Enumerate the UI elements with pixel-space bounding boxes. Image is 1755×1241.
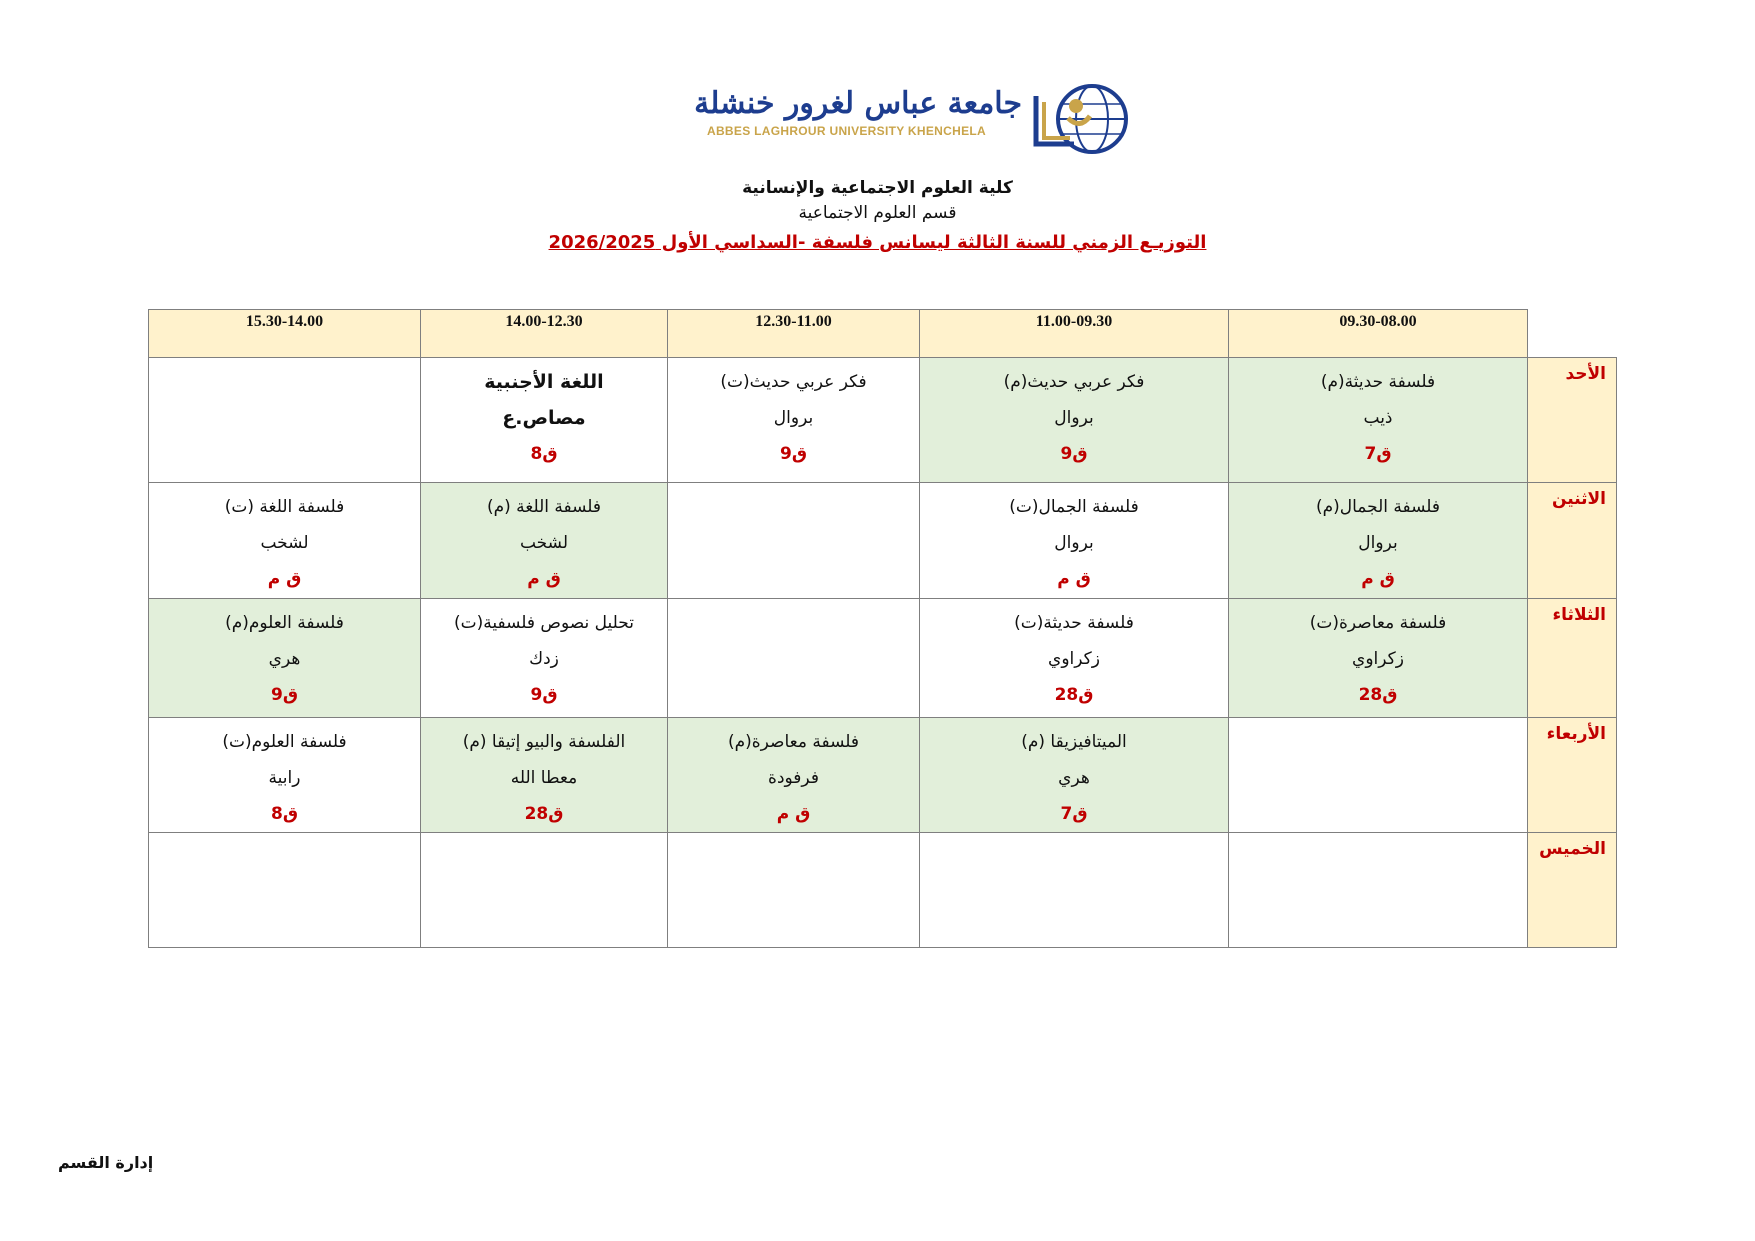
teacher-name: ذيب [1363, 408, 1393, 428]
globe-emblem-icon [1030, 82, 1130, 156]
teacher-name [421, 875, 667, 911]
teacher-name [668, 641, 919, 677]
course-name: تحليل نصوص فلسفية(ت) [454, 613, 634, 633]
session-cell [149, 599, 421, 718]
room-label: ق م [1361, 569, 1395, 589]
schedule-title [0, 232, 1755, 253]
course-name [1229, 839, 1527, 875]
course-name [668, 605, 919, 641]
teacher-name: معطا الله [510, 768, 578, 788]
session-cell [1229, 358, 1528, 483]
timeslot-header-row [149, 310, 1617, 358]
teacher-name: زدك [529, 649, 559, 669]
teacher-name [149, 875, 420, 911]
timeslot-header: 09.30-08.00 [1229, 310, 1528, 358]
teacher-name: بروال [1054, 533, 1094, 553]
session-cell [668, 718, 920, 833]
course-name: الميتافيزيقا (م) [1021, 732, 1127, 752]
day-label: الخميس [1528, 833, 1617, 948]
session-cell [1229, 718, 1528, 833]
session-cell [421, 833, 668, 948]
course-name [421, 839, 667, 875]
logo-name-english: ABBES LAGHROUR UNIVERSITY KHENCHELA [707, 124, 986, 138]
course-name: فلسفة الجمال(ت) [1009, 497, 1139, 517]
room-label: ق28 [1054, 685, 1094, 705]
teacher-name: هري [268, 649, 301, 669]
day-row [149, 833, 1617, 948]
session-cell [149, 833, 421, 948]
faculty-name: كلية العلوم الاجتماعية والإنسانية [742, 178, 1013, 198]
course-name: فلسفة الجمال(م) [1315, 497, 1441, 517]
teacher-name [149, 400, 420, 436]
teacher-name: مصاص.ع [502, 407, 586, 429]
course-name: فكر عربي حديث(م) [1003, 372, 1145, 392]
timeslot-header: 11.00-09.30 [920, 310, 1229, 358]
teacher-name [668, 875, 919, 911]
room-label: ق م [1057, 569, 1091, 589]
room-label: ق م [267, 569, 302, 589]
room-label: ق9 [270, 685, 299, 705]
course-name: فلسفة حديثة(م) [1320, 372, 1436, 392]
room-label [920, 911, 1228, 947]
teacher-name: زكراوي [1048, 649, 1100, 669]
room-label: ق28 [1358, 685, 1398, 705]
session-cell [668, 833, 920, 948]
day-label: الأربعاء [1528, 718, 1617, 833]
room-label [421, 911, 667, 947]
timeslot-header: 15.30-14.00 [149, 310, 421, 358]
day-label: الأحد [1528, 358, 1617, 483]
timeslot-header: 14.00-12.30 [421, 310, 668, 358]
session-cell [668, 358, 920, 483]
course-name: فلسفة اللغة (ت) [224, 497, 345, 517]
room-label: ق9 [779, 444, 808, 464]
room-label: ق8 [270, 804, 299, 824]
logo-name-arabic: جامعة عباس لغرور خنشلة [694, 86, 1022, 121]
day-row [149, 718, 1617, 833]
room-label: ق9 [530, 685, 558, 705]
footer-signature: إدارة القسم [58, 1153, 154, 1172]
session-cell [421, 599, 668, 718]
teacher-name: رابية [268, 768, 301, 788]
department-name: قسم العلوم الاجتماعية [798, 203, 957, 223]
university-logo [694, 82, 1140, 156]
session-cell [149, 483, 421, 599]
day-row [149, 599, 1617, 718]
teacher-name: فرفودة [768, 768, 819, 788]
room-label: ق9 [1060, 444, 1088, 464]
teacher-name: بروال [1358, 533, 1398, 553]
timeslot-header: 12.30-11.00 [668, 310, 920, 358]
day-label: الثلاثاء [1528, 599, 1617, 718]
course-name: فلسفة معاصرة(ت) [1309, 613, 1447, 633]
course-name [668, 489, 919, 525]
session-cell [668, 483, 920, 599]
teacher-name: لشخب [260, 533, 309, 553]
teacher-name [1229, 760, 1527, 796]
session-cell [668, 599, 920, 718]
room-label: ق28 [524, 804, 564, 824]
course-name [920, 839, 1228, 875]
course-name: اللغة الأجنبية [484, 371, 604, 393]
session-cell [1229, 599, 1528, 718]
room-label: ق7 [1364, 444, 1392, 464]
session-cell [149, 358, 421, 483]
room-label: ق م [527, 569, 561, 589]
session-cell [421, 483, 668, 599]
room-label [149, 436, 420, 472]
room-label [149, 911, 420, 947]
schedule-title-text: التوزيـع الزمني للسنة الثالثة ليسانس فلسفة -السداسي الأول 2026/2025 [548, 232, 1207, 253]
session-cell [421, 358, 668, 483]
corner-cell [1528, 310, 1617, 358]
room-label: ق7 [1060, 804, 1088, 824]
course-name: فلسفة حديثة(ت) [1014, 613, 1134, 633]
room-label: ق8 [530, 444, 558, 464]
course-name: فلسفة العلوم(ت) [222, 732, 347, 752]
session-cell [920, 718, 1229, 833]
course-name: فكر عربي حديث(ت) [720, 372, 867, 392]
room-label: ق م [776, 804, 811, 824]
teacher-name: بروال [773, 408, 814, 428]
teacher-name: هري [1058, 768, 1090, 788]
teacher-name [920, 875, 1228, 911]
teacher-name: لشخب [519, 533, 568, 553]
room-label [668, 911, 919, 947]
session-cell [920, 483, 1229, 599]
day-row [149, 483, 1617, 599]
session-cell [920, 358, 1229, 483]
teacher-name: بروال [1054, 408, 1094, 428]
course-name: فلسفة العلوم(م) [225, 613, 344, 633]
room-label [668, 561, 919, 597]
teacher-name [668, 525, 919, 561]
day-label: الاثنين [1528, 483, 1617, 599]
timetable [148, 309, 1617, 948]
teacher-name: زكراوي [1352, 649, 1404, 669]
session-cell [1229, 833, 1528, 948]
course-name: فلسفة معاصرة(م) [727, 732, 860, 752]
session-cell [920, 833, 1229, 948]
session-cell [421, 718, 668, 833]
session-cell [1229, 483, 1528, 599]
course-name [1229, 724, 1527, 760]
teacher-name [1229, 875, 1527, 911]
session-cell [149, 718, 421, 833]
course-name [149, 839, 420, 875]
day-row [149, 358, 1617, 483]
course-name: الفلسفة والبيو إتيقا (م) [462, 732, 626, 752]
session-cell [920, 599, 1229, 718]
course-name: فلسفة اللغة (م) [486, 497, 602, 517]
course-name [668, 839, 919, 875]
room-label [1229, 796, 1527, 832]
course-name [149, 364, 420, 400]
room-label [668, 677, 919, 713]
room-label [1229, 911, 1527, 947]
